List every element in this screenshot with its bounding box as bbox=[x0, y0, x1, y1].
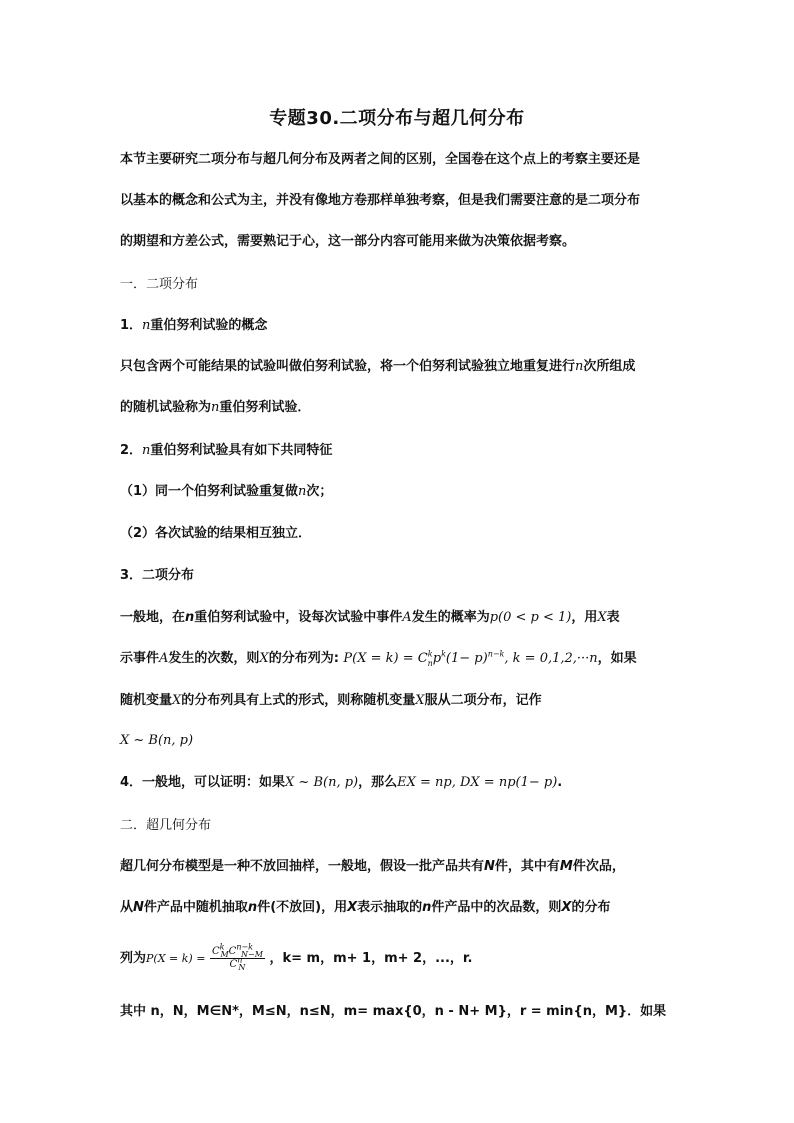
feature-1 bbox=[120, 482, 680, 502]
text-run: 表 bbox=[606, 610, 620, 625]
text-run: 次； bbox=[306, 484, 333, 499]
section-heading-binomial: 一．二项分布 bbox=[120, 277, 199, 292]
text-run: 一般地，在 bbox=[120, 610, 186, 625]
math-A: A bbox=[402, 610, 412, 625]
var-X: X bbox=[347, 900, 358, 915]
text-run: 4．一般地，可以证明：如果 bbox=[120, 775, 286, 790]
text-run: ，用 bbox=[571, 610, 598, 625]
var-n: n bbox=[422, 900, 432, 915]
var-N: N bbox=[484, 859, 495, 874]
formula-sub: N−M bbox=[241, 950, 263, 959]
subheading-2-text: 重伯努利试验具有如下共同特征 bbox=[150, 443, 333, 458]
math-X: X bbox=[259, 651, 269, 666]
formula-part: C bbox=[228, 946, 237, 957]
math-X: X bbox=[172, 693, 182, 708]
binomial-formula bbox=[343, 651, 597, 666]
text-run: 件(不放回)，用 bbox=[257, 900, 348, 915]
text-run: 示事件 bbox=[120, 651, 160, 666]
formula-sup: n bbox=[237, 955, 243, 965]
formula-part: , k = 0,1,2,···n bbox=[504, 651, 598, 666]
math-notation: X ~ B(n, p) bbox=[120, 733, 194, 748]
intro-line-1: 本节主要研究二项分布与超几何分布及两者之间的区别，全国卷在这个点上的考察主要还是 bbox=[120, 152, 641, 167]
text-run: ，k= m，m+ 1，m+ 2，...，r. bbox=[269, 951, 473, 966]
formula-sup: k bbox=[441, 649, 446, 659]
formula-sup: k bbox=[219, 942, 225, 952]
math-n: n bbox=[575, 359, 584, 374]
math-n: n bbox=[142, 318, 151, 333]
text-run: 的分布列为: bbox=[268, 651, 339, 666]
section-heading-hypergeometric: 二．超几何分布 bbox=[120, 818, 212, 833]
var-X: X bbox=[561, 900, 572, 915]
math-n: n bbox=[298, 484, 307, 499]
var-N: N bbox=[133, 900, 144, 915]
formula-sup: n−k bbox=[487, 649, 505, 659]
formula-part: p bbox=[432, 651, 442, 666]
paragraph-1-line-1 bbox=[120, 357, 680, 377]
text-run: 的分布 bbox=[571, 900, 611, 915]
text-run: 重伯努利试验中，设每次试验中事件 bbox=[194, 610, 403, 625]
subheading-1-num: 1． bbox=[120, 318, 143, 333]
formula-sub: n bbox=[427, 658, 433, 668]
formula-part: P(X = k) = bbox=[146, 952, 206, 965]
text-run: 次所组成 bbox=[583, 359, 636, 374]
formula-part: C bbox=[211, 946, 220, 957]
math-A: A bbox=[159, 651, 169, 666]
binomial-line-2 bbox=[120, 649, 680, 669]
math-notation: X ~ B(n, p) bbox=[285, 775, 359, 790]
text-run: 的随机试验称为 bbox=[120, 400, 212, 415]
text-run: 件产品中的次品数，则 bbox=[431, 900, 562, 915]
subheading-1 bbox=[120, 316, 680, 336]
hyper-line-2 bbox=[120, 898, 680, 918]
math-n: n bbox=[142, 443, 151, 458]
text-run: . bbox=[557, 775, 563, 790]
formula-sup: n−k bbox=[236, 942, 254, 952]
subheading-2-num: 2． bbox=[120, 443, 143, 458]
subheading-3: 3．二项分布 bbox=[120, 568, 195, 583]
binomial-line-1 bbox=[120, 608, 680, 628]
text-run: 列为 bbox=[120, 951, 147, 966]
formula-part: (1− p) bbox=[445, 651, 488, 666]
var-n: n bbox=[247, 900, 258, 915]
binomial-line-3 bbox=[120, 691, 680, 711]
subheading-2 bbox=[120, 441, 680, 461]
formula-part: P(X = k) = C bbox=[343, 651, 428, 666]
fraction-denominator bbox=[210, 955, 265, 972]
text-run: （1）同一个伯努利试验重复做 bbox=[120, 484, 299, 499]
expectation-variance-line bbox=[120, 773, 680, 793]
text-run: 重伯努利试验． bbox=[219, 400, 311, 415]
math-X: X bbox=[415, 693, 425, 708]
math-expectation-variance: EX = np, DX = np(1− p) bbox=[397, 775, 558, 790]
binomial-notation bbox=[120, 731, 680, 751]
text-run: 发生的概率为 bbox=[411, 610, 490, 625]
text-run: 件，其中有 bbox=[494, 859, 560, 874]
var-n: n bbox=[185, 610, 195, 625]
page-title: 专题30.二项分布与超几何分布 bbox=[269, 108, 525, 129]
formula-part: C bbox=[229, 959, 238, 970]
text-run: 超几何分布模型是一种不放回抽样，一般地，假设一批产品共有 bbox=[120, 859, 485, 874]
intro-line-2: 以基本的概念和公式为主，并没有像地方卷那样单独考察，但是我们需要注意的是二项分布 bbox=[120, 193, 641, 208]
text-run: 只包含两个可能结果的试验叫做伯努利试验，将一个伯努利试验独立地重复进行 bbox=[120, 359, 576, 374]
formula-sub: N bbox=[238, 963, 246, 972]
formula-sub: M bbox=[220, 950, 229, 959]
subheading-1-text: 重伯努利试验的概念 bbox=[150, 318, 268, 333]
hyper-line-3 bbox=[120, 942, 680, 972]
text-run: ，如果 bbox=[597, 651, 637, 666]
hypergeometric-fraction bbox=[210, 942, 265, 972]
intro-line-3: 的期望和方差公式，需要熟记于心，这一部分内容可能用来做为决策依据考察。 bbox=[120, 234, 576, 249]
hyper-line-1 bbox=[120, 857, 680, 877]
text-run: 从 bbox=[120, 900, 134, 915]
paragraph-1-line-2 bbox=[120, 398, 680, 418]
hyper-line-4: 其中 n，N，M∈N*，M≤N，n≤N，m= max{0，n - N+ M}，r = min{n，M}．如果 bbox=[120, 1004, 667, 1019]
text-run: 服从二项分布，记作 bbox=[424, 693, 542, 708]
text-run: 表示抽取的 bbox=[357, 900, 423, 915]
text-run: ，那么 bbox=[358, 775, 398, 790]
text-run: 件次品， bbox=[572, 859, 625, 874]
math-n: n bbox=[211, 400, 220, 415]
text-run: 发生的次数，则 bbox=[168, 651, 260, 666]
math-probability: p(0 < p < 1) bbox=[489, 610, 572, 625]
feature-2: （2）各次试验的结果相互独立． bbox=[120, 526, 312, 541]
text-run: 随机变量 bbox=[120, 693, 173, 708]
formula-sup: k bbox=[427, 649, 433, 659]
var-M: M bbox=[559, 859, 573, 874]
math-X: X bbox=[597, 610, 607, 625]
text-run: 的分布列具有上式的形式，则称随机变量 bbox=[181, 693, 416, 708]
text-run: 件产品中随机抽取 bbox=[143, 900, 248, 915]
